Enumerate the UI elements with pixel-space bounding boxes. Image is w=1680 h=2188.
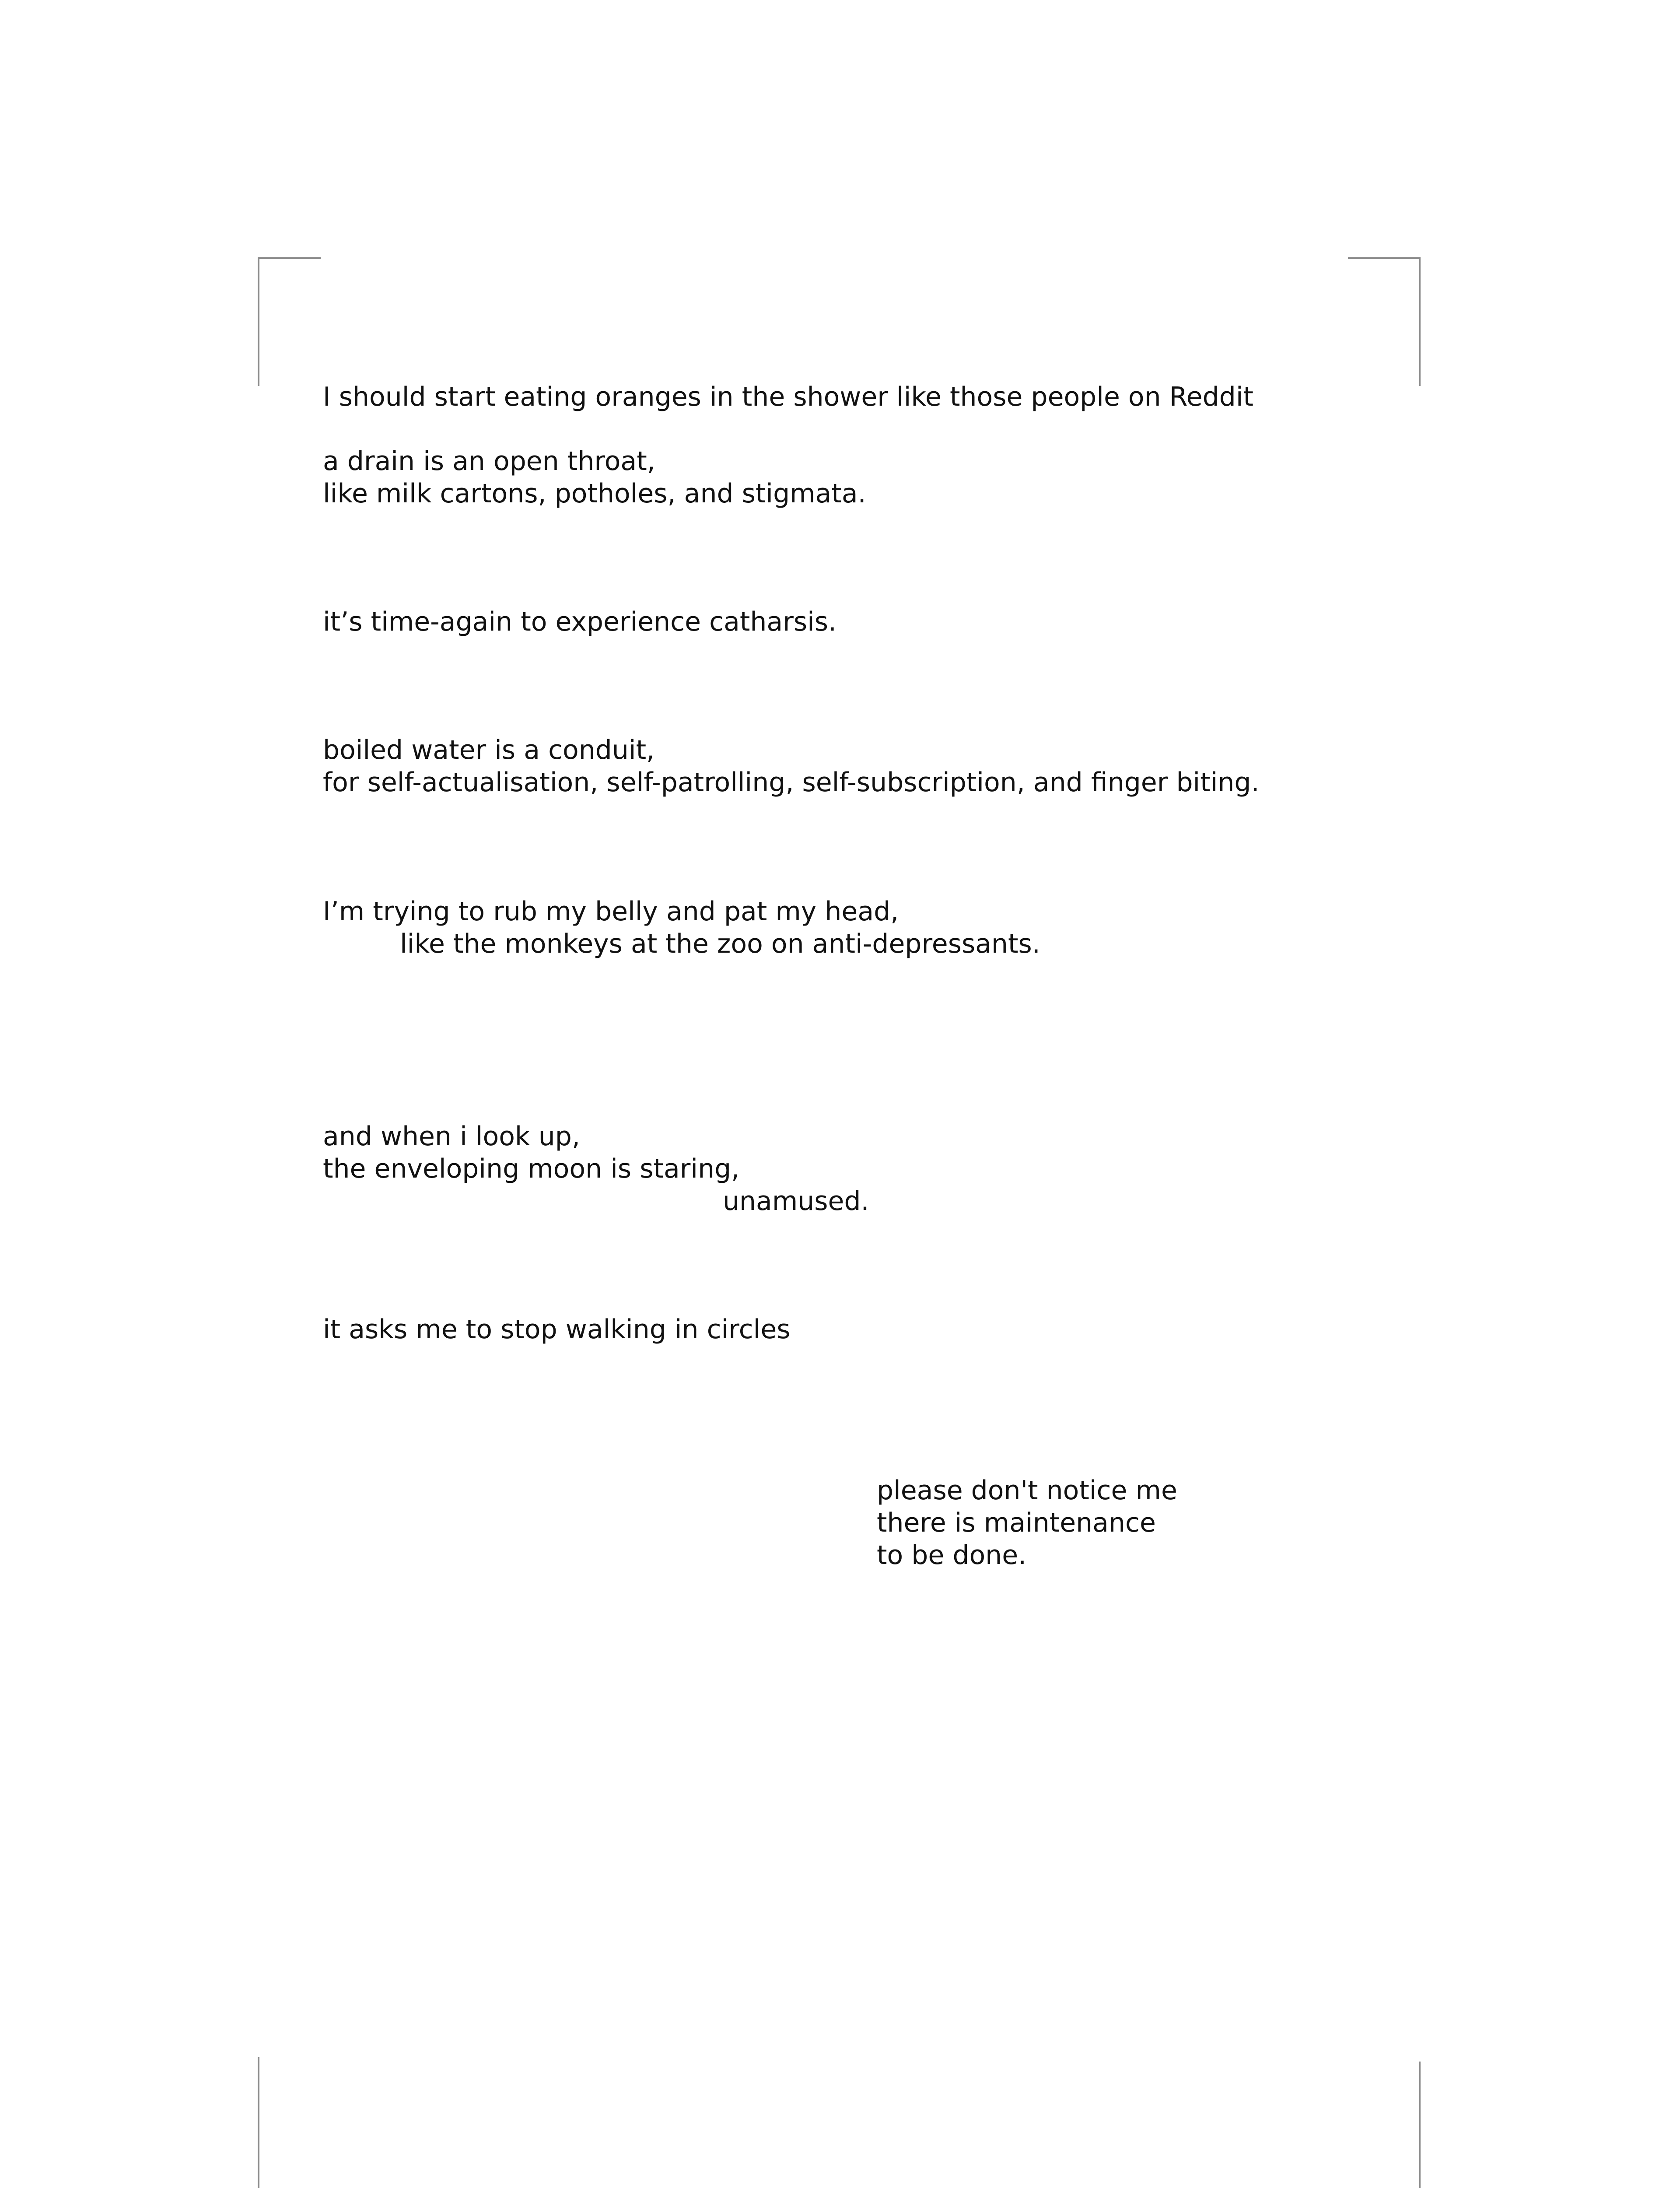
poem-line: to be done. [877,1540,1027,1571]
poem-line: and when i look up, [323,1121,580,1152]
crop-mark-bottom-left [258,2057,327,2188]
poem-line: the enveloping moon is staring, [323,1154,740,1184]
poem-line: boiled water is a conduit, [323,735,655,765]
poem-line: I’m trying to rub my belly and pat my head, [323,896,899,927]
poem-line: for self-actualisation, self-patrolling, self-subscription, and finger biting. [323,767,1260,798]
poem-line: I should start eating oranges in the shower like those people on Reddit [323,382,1254,412]
poem-line: unamused. [723,1186,869,1217]
poem-line: like the monkeys at the zoo on anti-depressants. [400,929,1040,959]
poem-line: there is maintenance [877,1508,1156,1538]
poem-line: it’s time-again to experience catharsis. [323,607,837,637]
crop-mark-top-left [258,257,321,386]
poem-line: it asks me to stop walking in circles [323,1314,791,1345]
crop-mark-top-right [1348,257,1421,386]
poem-line: please don't notice me [877,1475,1177,1506]
poem-line: like milk cartons, potholes, and stigmata. [323,478,866,509]
poem-line: a drain is an open throat, [323,446,655,477]
crop-mark-bottom-right [1351,2062,1421,2188]
